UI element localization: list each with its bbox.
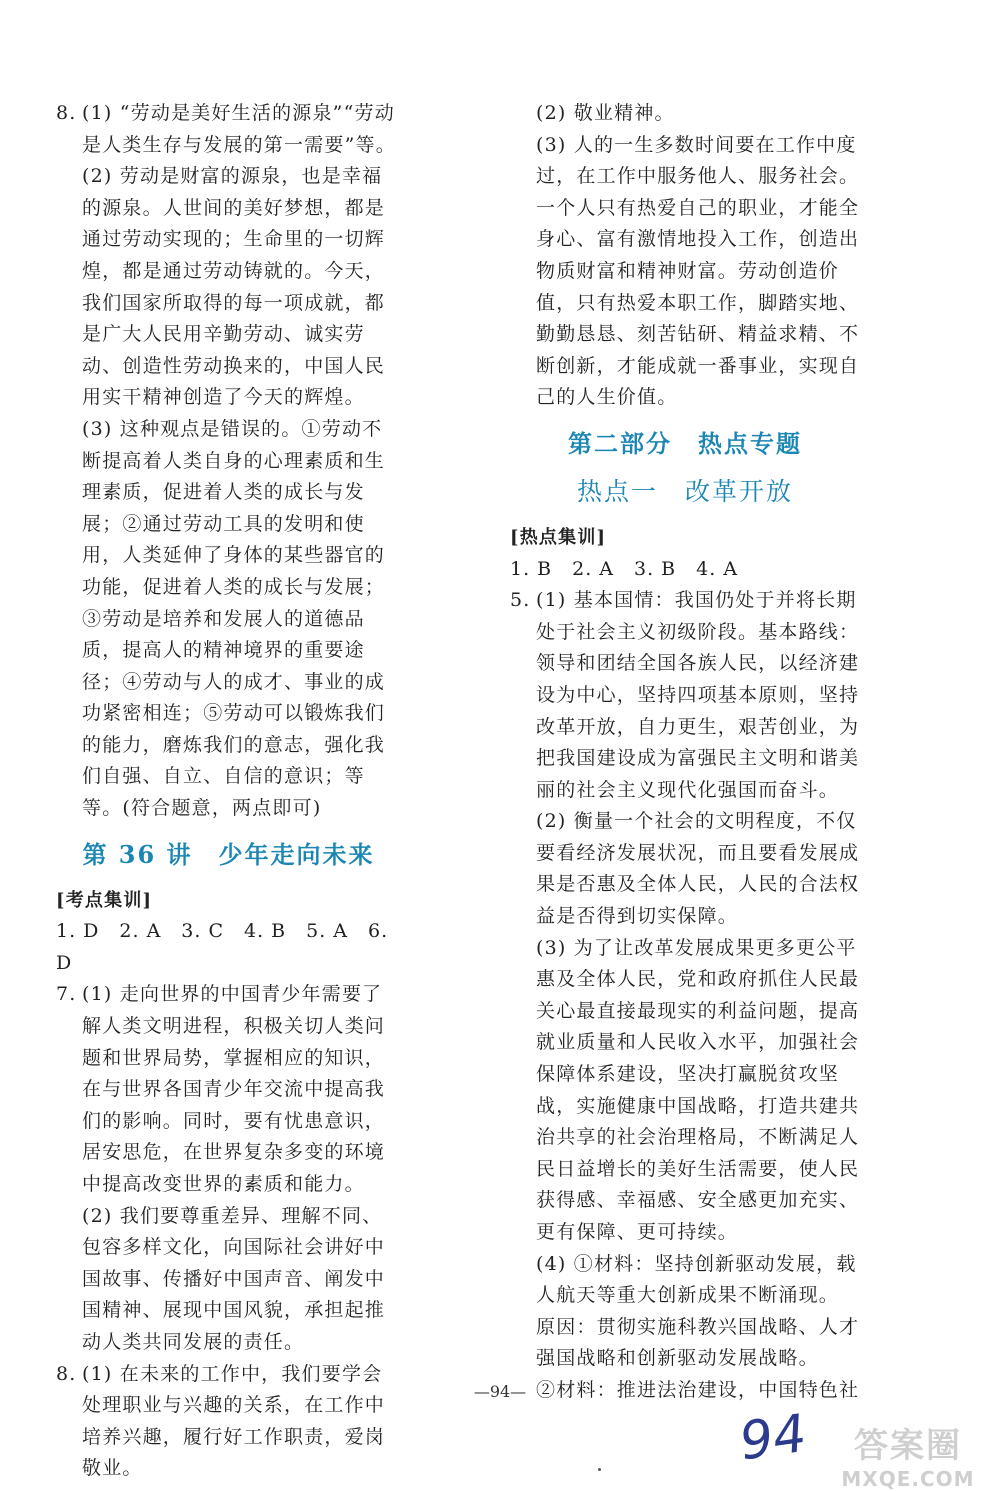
question-7 [56, 979, 401, 1358]
question-8-top [56, 98, 401, 825]
question-8-continued [510, 98, 860, 414]
watermark-logo [828, 1418, 988, 1491]
hot-topic-title: 热点一 改革开放 [576, 476, 793, 506]
answer-part-2: (2) 我们要尊重差异、理解不同、包容多样文化，向国际社会讲好中国故事、传播好中国声音、阐发中国精神、展现中国风貌，承担起推动人类共同发展的责任。 [82, 1204, 386, 1353]
part-title: 第二部分 热点专题 [568, 428, 802, 458]
answer-part-3: (3) 这种观点是错误的。①劳动不断提高着人类自身的心理素质和生理素质，促进着人类的成长与发展；②通过劳动工具的发明和使用，人类延伸了身体的某些器官的功能，促进着人类的成长与发展；③劳动是培养和发展人的道德品质，提高人的精神境界的重要途径；④劳动与人的成才、事业的成功紧密相连；⑤劳动可以锻炼我们的能力，磨炼我们的意志，强化我们自强、自立、自信的意识；等等。(符合题意，两点即可) [82, 417, 386, 820]
question-number: 5. [510, 589, 531, 612]
left-column [56, 98, 401, 1485]
question-number: 7. [56, 983, 77, 1006]
section-tag-redian: [热点集训] [510, 526, 607, 548]
multiple-choice-answers: 1. B 2. A 3. B 4. A [510, 557, 739, 580]
answer-part-4: (4) ①材料：坚持创新驱动发展，载人航天等重大创新成果不断涌现。 [536, 1252, 857, 1307]
question-5 [510, 585, 860, 1406]
answer-part-1: (1) 走向世界的中国青少年需要了解人类文明进程，积极关切人类问题和世界局势，掌握相应的知识，在与世界各国青少年交流中提高我们的影响。同时，要有忧患意识，居安思危，在世界复杂多变的环境中提高改变世界的素质和能力。 [82, 983, 386, 1195]
page-number: —94— [473, 1382, 527, 1401]
watermark-cn: 答案圈 [854, 1426, 962, 1466]
handwritten-page-number: 94 [736, 1403, 811, 1473]
watermark-en: MXQE.COM [841, 1467, 975, 1491]
answer-part-4-2: ②材料：推进法治建设，中国特色社 [536, 1378, 860, 1401]
question-number: 8. [56, 102, 77, 124]
lecture-title: 第 36 讲 少年走向未来 [82, 839, 375, 869]
answer-part-4-reason: 原因：贯彻实施科教兴国战略、人才强国战略和创新驱动发展战略。 [536, 1315, 860, 1370]
answer-part-3: (3) 人的一生多数时间要在工作中度过，在工作中服务他人、服务社会。一个人只有热爱自己的职业，才能全身心、富有激情地投入工作，创造出物质财富和精神财富。劳动创造价值，只有热爱本职工作，脚踏实地、勤勤恳恳、刻苦钻研、精益求精、不断创新，才能成就一番事业，实现自己的人生价值。 [536, 133, 860, 409]
answer-part-1: (1) “劳动是美好生活的源泉”“劳动是人类生存与发展的第一需要”等。 [82, 102, 396, 156]
right-column [510, 98, 860, 1407]
section-tag-kaodian: [考点集训] [56, 889, 153, 911]
answer-part-2: (2) 敬业精神。 [536, 102, 675, 124]
question-8-bottom [56, 1359, 401, 1485]
answer-part-1: (1) 在未来的工作中，我们要学会处理职业与兴趣的关系，在工作中培养兴趣，履行好工作职责，爱岗敬业。 [82, 1362, 386, 1480]
answer-part-2: (2) 衡量一个社会的文明程度，不仅要看经济发展状况，而且要看发展成果是否惠及全体人民，人民的合法权益是否得到切实保障。 [536, 810, 860, 928]
multiple-choice-answers: 1. D 2. A 3. C 4. B 5. A 6. D [56, 920, 389, 974]
answer-part-2: (2) 劳动是财富的源泉，也是幸福的源泉。人世间的美好梦想，都是通过劳动实现的；生命里的一切辉煌，都是通过劳动铸就的。今天，我们国家所取得的每一项成就，都是广大人民用辛勤劳动、诚实劳动、创造性劳动换来的，中国人民用实干精神创造了今天的辉煌。 [82, 165, 386, 409]
answer-part-1: (1) 基本国情：我国仍处于并将长期处于社会主义初级阶段。基本路线：领导和团结全国各族人民，以经济建设为中心，坚持四项基本原则，坚持改革开放，自力更生，艰苦创业，为把我国建设成为富强民主文明和谐美丽的社会主义现代化强国而奋斗。 [536, 589, 860, 801]
scan-dot [598, 1468, 601, 1471]
answer-part-3: (3) 为了让改革发展成果更多更公平惠及全体人民，党和政府抓住人民最关心最直接最现实的利益问题，提高就业质量和人民收入水平，加强社会保障体系建设，坚决打赢脱贫攻坚战，实施健康中国战略，打造共建共治共享的社会治理格局，不断满足人民日益增长的美好生活需要，使人民获得感、幸福感、安全感更加充实、更有保障、更可持续。 [536, 936, 860, 1243]
question-number: 8. [56, 1362, 77, 1385]
